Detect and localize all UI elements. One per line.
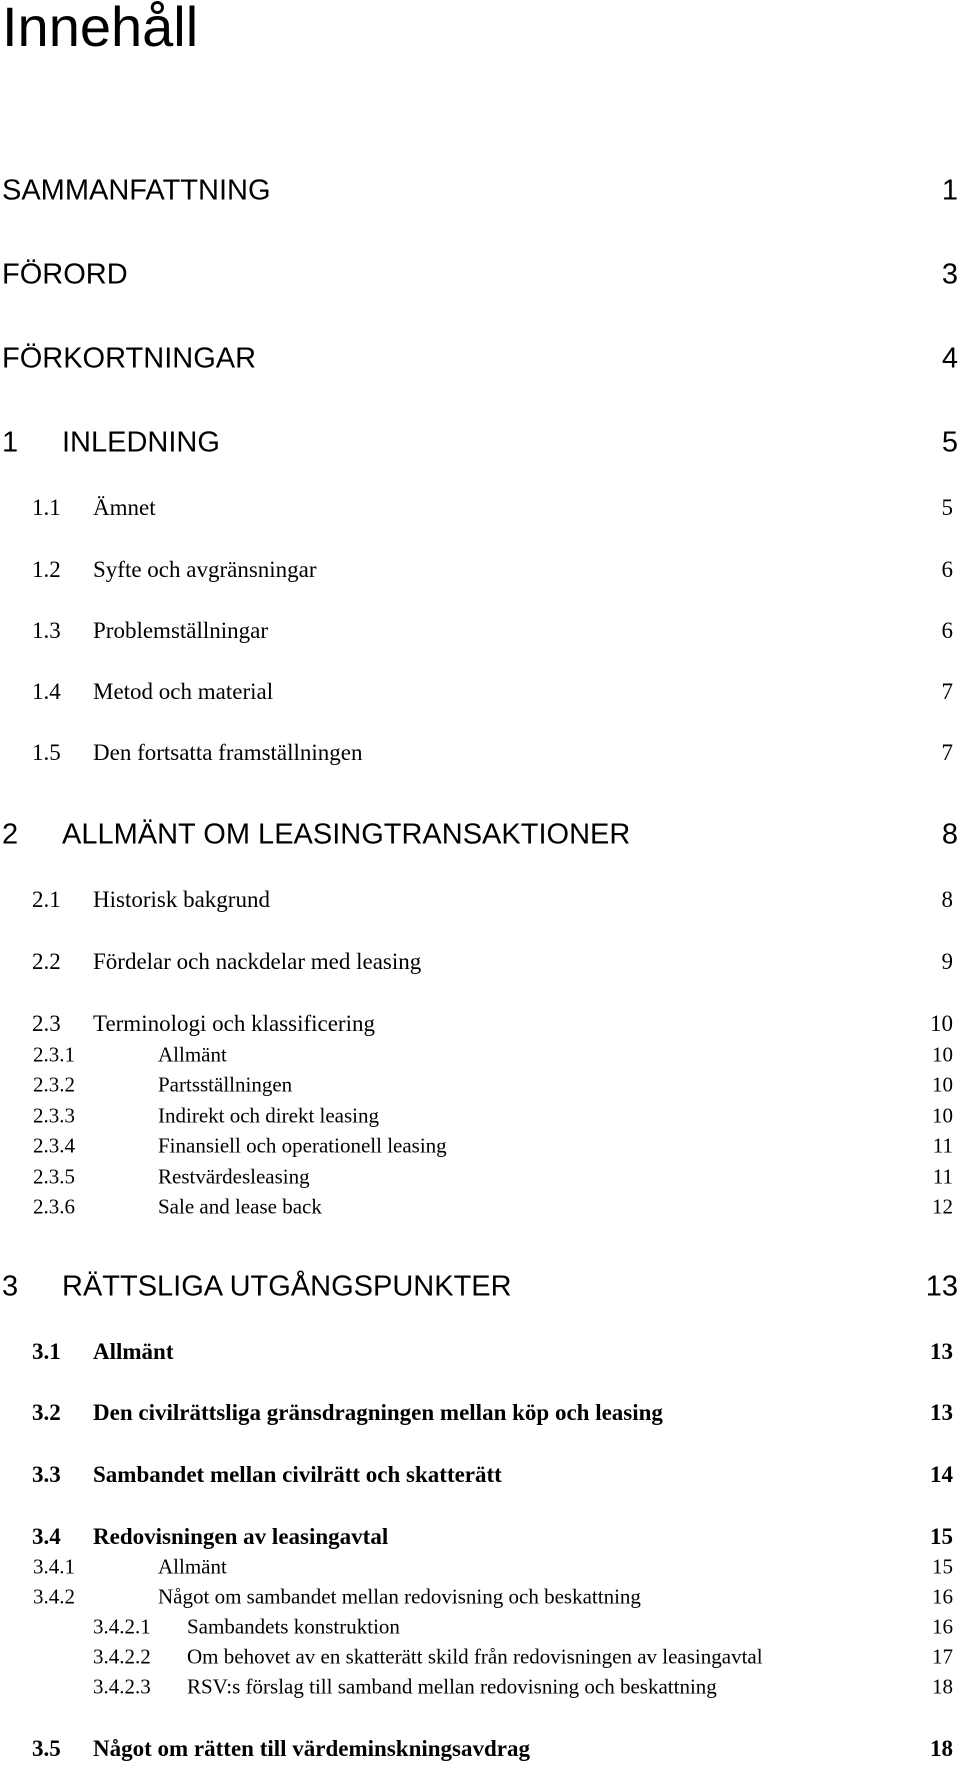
- toc-entry[interactable]: [0, 255, 960, 295]
- toc-entry-page: 13: [925, 1270, 958, 1303]
- toc-entry-title: Allmänt: [93, 1339, 174, 1364]
- toc-entry-number: 3: [2, 1270, 19, 1303]
- toc-entry-title: ALLMÄNT OM LEASINGTRANSAKTIONER: [62, 818, 631, 851]
- toc-entry-page: 8: [941, 887, 953, 912]
- toc-entry[interactable]: [0, 1187, 960, 1227]
- toc-entry-title: Något om rätten till värdeminskningsavdrag: [93, 1736, 530, 1761]
- toc-entry-number: 1.4: [32, 679, 61, 704]
- toc-entry-page: 7: [941, 740, 953, 765]
- toc-entry-number: 2.3.5: [33, 1164, 75, 1189]
- toc-entry-page: 14: [930, 1462, 953, 1487]
- toc-entry-number: 3.2: [32, 1400, 61, 1425]
- toc-entry-title: Finansiell och operationell leasing: [158, 1133, 447, 1158]
- toc-entry-page: 6: [941, 557, 953, 582]
- toc-entry-title: Ämnet: [93, 495, 156, 520]
- toc-entry-title: Fördelar och nackdelar med leasing: [93, 949, 422, 974]
- toc-entry-page: 5: [941, 495, 953, 520]
- toc-entry-title: Problemställningar: [93, 618, 269, 643]
- toc-entry-title: Syfte och avgränsningar: [93, 557, 317, 582]
- toc-entry-number: 2.2: [32, 949, 61, 974]
- toc-entry-page: 13: [930, 1400, 953, 1425]
- toc-entry[interactable]: [0, 815, 960, 855]
- toc-entry-title: RSV:s förslag till samband mellan redovisning och beskattning: [187, 1674, 717, 1699]
- toc-entry-page: 5: [941, 426, 958, 459]
- toc-entry-title: FÖRKORTNINGAR: [2, 342, 257, 375]
- toc-entry-page: 7: [941, 679, 953, 704]
- toc-entry-page: 1: [941, 174, 958, 207]
- toc-entry[interactable]: [0, 1667, 960, 1707]
- toc-entry-number: 2.3.2: [33, 1072, 75, 1097]
- toc-entry-page: 15: [932, 1554, 953, 1579]
- toc-entry-page: 18: [930, 1736, 953, 1761]
- toc-entry-title: RÄTTSLIGA UTGÅNGSPUNKTER: [62, 1270, 512, 1303]
- toc-entry-title: Redovisningen av leasingavtal: [93, 1524, 389, 1549]
- toc-entry-title: Metod och material: [93, 679, 274, 704]
- toc-entry-number: 2.3.4: [33, 1133, 75, 1158]
- toc-entry-number: 3.3: [32, 1462, 61, 1487]
- toc-entry-title: Den fortsatta framställningen: [93, 740, 363, 765]
- toc-entry-page: 17: [932, 1644, 953, 1669]
- toc-entry-title: Historisk bakgrund: [93, 887, 270, 912]
- toc-entry-number: 2.3.3: [33, 1103, 75, 1128]
- toc-entry[interactable]: [0, 1332, 960, 1372]
- toc-entry-number: 3.4.2.1: [93, 1614, 151, 1639]
- toc-entry-title: Den civilrättsliga gränsdragningen mellan köp och leasing: [93, 1400, 663, 1425]
- toc-entry-title: Något om sambandet mellan redovisning och beskattning: [158, 1584, 641, 1609]
- toc-entry-page: 10: [932, 1072, 953, 1097]
- toc-entry-number: 3.4.2.2: [93, 1644, 151, 1669]
- toc-entry[interactable]: [0, 611, 960, 651]
- toc-entry-page: 16: [932, 1584, 953, 1609]
- toc-entry-title: FÖRORD: [2, 258, 128, 291]
- toc-entry-title: Sale and lease back: [158, 1194, 322, 1219]
- toc-entry-number: 2.3.6: [33, 1194, 75, 1219]
- toc-entry-page: 11: [932, 1133, 953, 1158]
- toc-entry-page: 13: [930, 1339, 953, 1364]
- toc-entry[interactable]: [0, 550, 960, 590]
- toc-entry-title: Allmänt: [158, 1042, 227, 1067]
- toc-entry-number: 2.3: [32, 1011, 61, 1036]
- toc-entry-number: 2.3.1: [33, 1042, 75, 1067]
- toc-entry-page: 12: [932, 1194, 953, 1219]
- toc-entry-page: 3: [941, 258, 958, 291]
- toc-entry-number: 3.5: [32, 1736, 61, 1761]
- toc-entry[interactable]: [0, 339, 960, 379]
- toc-entry[interactable]: [0, 1267, 960, 1307]
- toc-entry[interactable]: [0, 423, 960, 463]
- toc-entry-number: 2: [2, 818, 19, 851]
- toc-entry-title: Indirekt och direkt leasing: [158, 1103, 380, 1128]
- toc-entry[interactable]: [0, 1455, 960, 1495]
- toc-entry-number: 3.1: [32, 1339, 61, 1364]
- toc-entry-page: 6: [941, 618, 953, 643]
- toc-entry-number: 2.1: [32, 887, 61, 912]
- toc-entry-title: Restvärdesleasing: [158, 1164, 310, 1189]
- toc-entry-number: 1.5: [32, 740, 61, 765]
- toc-entry[interactable]: [0, 488, 960, 528]
- toc-entry-page: 10: [930, 1011, 953, 1036]
- toc-entry-number: 3.4.2.3: [93, 1674, 151, 1699]
- toc-entry-number: 3.4: [32, 1524, 61, 1549]
- toc-entry-number: 1.1: [32, 495, 61, 520]
- toc-entry-number: 3.4.1: [33, 1554, 75, 1579]
- toc-entry-page: 16: [932, 1614, 953, 1639]
- toc-entry-page: 9: [941, 949, 953, 974]
- toc-entry-title: INLEDNING: [62, 426, 220, 459]
- toc-entry-number: 1.3: [32, 618, 61, 643]
- toc-entry-page: 11: [932, 1164, 953, 1189]
- toc-entry[interactable]: [0, 880, 960, 920]
- toc-entry[interactable]: [0, 1729, 960, 1769]
- toc-entry-title: Partsställningen: [158, 1072, 293, 1097]
- toc-entry-page: 8: [941, 818, 958, 851]
- toc-entry-title: SAMMANFATTNING: [2, 174, 271, 207]
- toc-entry-page: 4: [941, 342, 958, 375]
- page-title: Innehåll: [2, 0, 199, 58]
- toc-entry-number: 1: [2, 426, 19, 459]
- toc-entry-page: 15: [930, 1524, 953, 1549]
- toc-entry[interactable]: [0, 1393, 960, 1433]
- toc-entry[interactable]: [0, 672, 960, 712]
- toc-entry[interactable]: [0, 942, 960, 982]
- toc-entry[interactable]: [0, 733, 960, 773]
- toc-entry-title: Terminologi och klassificering: [93, 1011, 375, 1036]
- toc-entry-title: Sambandets konstruktion: [187, 1614, 400, 1639]
- toc-entry[interactable]: [0, 171, 960, 211]
- toc-entry-title: Om behovet av en skatterätt skild från redovisningen av leasingavtal: [187, 1644, 763, 1669]
- toc-entry-number: 3.4.2: [33, 1584, 75, 1609]
- toc-entry-page: 18: [932, 1674, 953, 1699]
- toc-entry-page: 10: [932, 1103, 953, 1128]
- toc-entry-title: Sambandet mellan civilrätt och skatterätt: [93, 1462, 502, 1487]
- toc-entry-title: Allmänt: [158, 1554, 227, 1579]
- toc-entry-number: 1.2: [32, 557, 61, 582]
- toc-entry-page: 10: [932, 1042, 953, 1067]
